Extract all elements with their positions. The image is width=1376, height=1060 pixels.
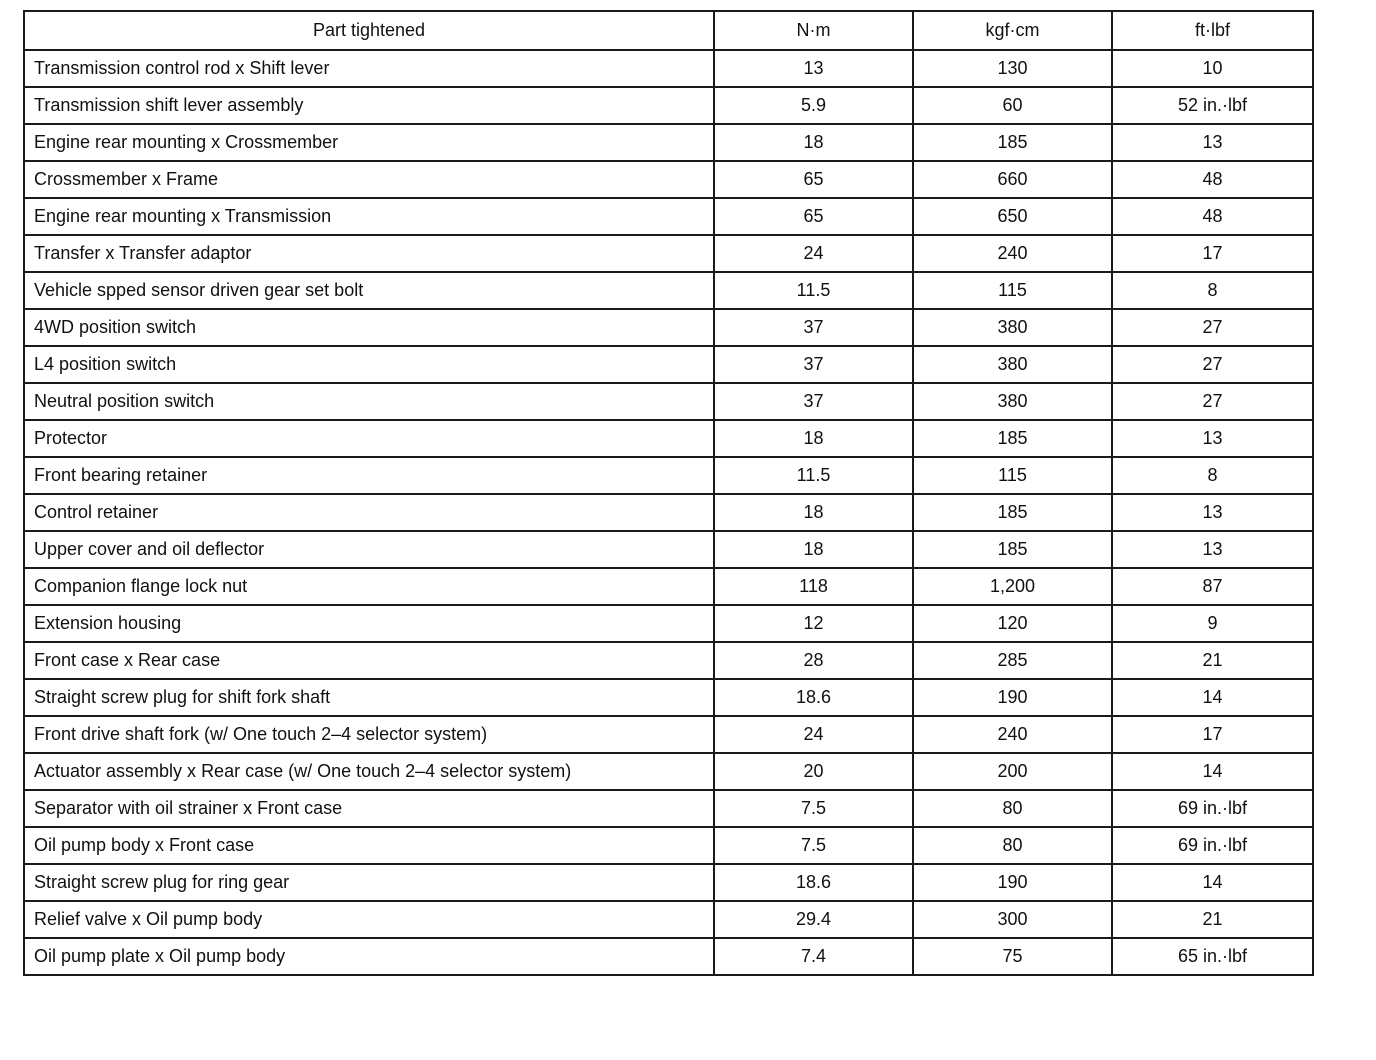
cell-part-tightened: Neutral position switch — [24, 383, 714, 420]
table-row — [24, 864, 1313, 901]
cell-part-tightened: Oil pump plate x Oil pump body — [24, 938, 714, 975]
cell-ftlbf: 69 in.·lbf — [1112, 827, 1313, 864]
cell-part-tightened: Separator with oil strainer x Front case — [24, 790, 714, 827]
cell-nm: 18 — [714, 494, 913, 531]
table-row — [24, 679, 1313, 716]
table-row — [24, 383, 1313, 420]
cell-kgfcm: 130 — [913, 50, 1112, 87]
header-nm: N·m — [714, 11, 913, 50]
cell-nm: 18 — [714, 531, 913, 568]
table-row — [24, 531, 1313, 568]
cell-nm: 13 — [714, 50, 913, 87]
cell-part-tightened: Companion flange lock nut — [24, 568, 714, 605]
table-row — [24, 198, 1313, 235]
table-row — [24, 642, 1313, 679]
cell-part-tightened: 4WD position switch — [24, 309, 714, 346]
table-row — [24, 309, 1313, 346]
table-row — [24, 346, 1313, 383]
cell-part-tightened: Transfer x Transfer adaptor — [24, 235, 714, 272]
table-body — [24, 50, 1313, 975]
cell-nm: 11.5 — [714, 272, 913, 309]
table-row — [24, 161, 1313, 198]
cell-kgfcm: 380 — [913, 309, 1112, 346]
table-header — [24, 11, 1313, 50]
cell-nm: 37 — [714, 383, 913, 420]
cell-part-tightened: Transmission shift lever assembly — [24, 87, 714, 124]
table-row — [24, 124, 1313, 161]
cell-kgfcm: 380 — [913, 346, 1112, 383]
cell-kgfcm: 660 — [913, 161, 1112, 198]
header-ftlbf: ft·lbf — [1112, 11, 1313, 50]
cell-nm: 18 — [714, 420, 913, 457]
cell-kgfcm: 240 — [913, 235, 1112, 272]
cell-kgfcm: 185 — [913, 531, 1112, 568]
cell-nm: 12 — [714, 605, 913, 642]
cell-ftlbf: 8 — [1112, 272, 1313, 309]
cell-ftlbf: 13 — [1112, 124, 1313, 161]
cell-ftlbf: 10 — [1112, 50, 1313, 87]
header-part-tightened: Part tightened — [24, 11, 714, 50]
table-row — [24, 753, 1313, 790]
cell-ftlbf: 14 — [1112, 753, 1313, 790]
cell-part-tightened: Extension housing — [24, 605, 714, 642]
cell-part-tightened: Front drive shaft fork (w/ One touch 2–4 selector system) — [24, 716, 714, 753]
cell-kgfcm: 60 — [913, 87, 1112, 124]
table-row — [24, 494, 1313, 531]
table-row — [24, 568, 1313, 605]
cell-ftlbf: 14 — [1112, 864, 1313, 901]
cell-ftlbf: 48 — [1112, 161, 1313, 198]
cell-ftlbf: 17 — [1112, 235, 1313, 272]
table-row — [24, 605, 1313, 642]
cell-kgfcm: 75 — [913, 938, 1112, 975]
cell-nm: 24 — [714, 716, 913, 753]
table-row — [24, 235, 1313, 272]
cell-ftlbf: 21 — [1112, 901, 1313, 938]
cell-kgfcm: 115 — [913, 272, 1112, 309]
cell-part-tightened: Straight screw plug for shift fork shaft — [24, 679, 714, 716]
cell-kgfcm: 185 — [913, 420, 1112, 457]
cell-part-tightened: L4 position switch — [24, 346, 714, 383]
cell-ftlbf: 13 — [1112, 420, 1313, 457]
cell-nm: 7.4 — [714, 938, 913, 975]
table-row — [24, 457, 1313, 494]
cell-part-tightened: Relief valve x Oil pump body — [24, 901, 714, 938]
cell-ftlbf: 9 — [1112, 605, 1313, 642]
cell-nm: 65 — [714, 161, 913, 198]
cell-kgfcm: 650 — [913, 198, 1112, 235]
cell-nm: 18.6 — [714, 864, 913, 901]
cell-part-tightened: Upper cover and oil deflector — [24, 531, 714, 568]
table-row — [24, 901, 1313, 938]
cell-part-tightened: Crossmember x Frame — [24, 161, 714, 198]
cell-ftlbf: 65 in.·lbf — [1112, 938, 1313, 975]
cell-nm: 7.5 — [714, 827, 913, 864]
cell-kgfcm: 185 — [913, 494, 1112, 531]
cell-kgfcm: 80 — [913, 790, 1112, 827]
cell-part-tightened: Actuator assembly x Rear case (w/ One touch 2–4 selector system) — [24, 753, 714, 790]
cell-kgfcm: 380 — [913, 383, 1112, 420]
cell-part-tightened: Protector — [24, 420, 714, 457]
cell-ftlbf: 27 — [1112, 346, 1313, 383]
table-row — [24, 50, 1313, 87]
cell-part-tightened: Oil pump body x Front case — [24, 827, 714, 864]
cell-part-tightened: Engine rear mounting x Crossmember — [24, 124, 714, 161]
cell-nm: 18 — [714, 124, 913, 161]
cell-nm: 118 — [714, 568, 913, 605]
cell-part-tightened: Front case x Rear case — [24, 642, 714, 679]
cell-ftlbf: 17 — [1112, 716, 1313, 753]
cell-nm: 24 — [714, 235, 913, 272]
header-kgfcm: kgf·cm — [913, 11, 1112, 50]
cell-kgfcm: 115 — [913, 457, 1112, 494]
cell-kgfcm: 120 — [913, 605, 1112, 642]
cell-ftlbf: 27 — [1112, 309, 1313, 346]
cell-ftlbf: 14 — [1112, 679, 1313, 716]
cell-ftlbf: 13 — [1112, 494, 1313, 531]
cell-kgfcm: 190 — [913, 679, 1112, 716]
cell-ftlbf: 69 in.·lbf — [1112, 790, 1313, 827]
cell-nm: 28 — [714, 642, 913, 679]
cell-ftlbf: 27 — [1112, 383, 1313, 420]
table-row — [24, 938, 1313, 975]
cell-part-tightened: Front bearing retainer — [24, 457, 714, 494]
cell-kgfcm: 285 — [913, 642, 1112, 679]
cell-kgfcm: 80 — [913, 827, 1112, 864]
cell-kgfcm: 1,200 — [913, 568, 1112, 605]
cell-part-tightened: Control retainer — [24, 494, 714, 531]
cell-kgfcm: 300 — [913, 901, 1112, 938]
table-row — [24, 716, 1313, 753]
header-row — [24, 11, 1313, 50]
table-row — [24, 87, 1313, 124]
cell-nm: 7.5 — [714, 790, 913, 827]
table-row — [24, 827, 1313, 864]
cell-part-tightened: Vehicle spped sensor driven gear set bolt — [24, 272, 714, 309]
cell-ftlbf: 8 — [1112, 457, 1313, 494]
cell-nm: 29.4 — [714, 901, 913, 938]
table-row — [24, 790, 1313, 827]
table-row — [24, 272, 1313, 309]
cell-part-tightened: Transmission control rod x Shift lever — [24, 50, 714, 87]
cell-nm: 18.6 — [714, 679, 913, 716]
cell-part-tightened: Straight screw plug for ring gear — [24, 864, 714, 901]
cell-nm: 37 — [714, 309, 913, 346]
cell-nm: 11.5 — [714, 457, 913, 494]
table-row — [24, 420, 1313, 457]
cell-kgfcm: 240 — [913, 716, 1112, 753]
cell-ftlbf: 87 — [1112, 568, 1313, 605]
cell-ftlbf: 48 — [1112, 198, 1313, 235]
cell-nm: 5.9 — [714, 87, 913, 124]
cell-nm: 20 — [714, 753, 913, 790]
cell-kgfcm: 190 — [913, 864, 1112, 901]
torque-spec-table — [23, 10, 1314, 976]
cell-ftlbf: 13 — [1112, 531, 1313, 568]
cell-kgfcm: 200 — [913, 753, 1112, 790]
cell-nm: 65 — [714, 198, 913, 235]
cell-nm: 37 — [714, 346, 913, 383]
cell-ftlbf: 52 in.·lbf — [1112, 87, 1313, 124]
cell-ftlbf: 21 — [1112, 642, 1313, 679]
cell-part-tightened: Engine rear mounting x Transmission — [24, 198, 714, 235]
cell-kgfcm: 185 — [913, 124, 1112, 161]
